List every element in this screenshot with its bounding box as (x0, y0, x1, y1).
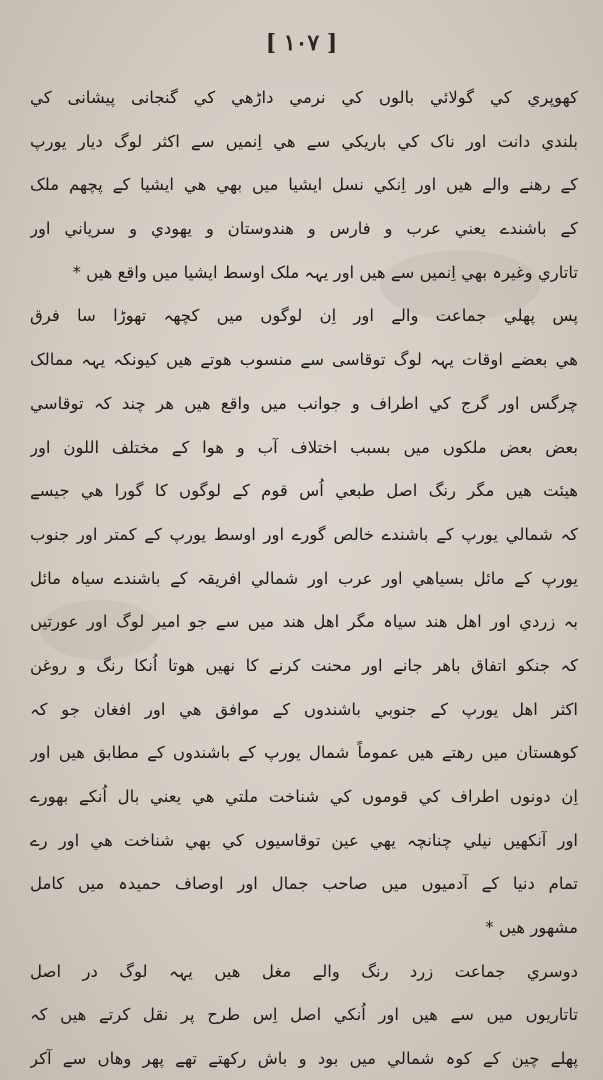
text-line: هي بعضے اوقات یہہ لوگ توقاسی سے منسوب هوتے هیں کیونکہ یہہ ممالک (30, 350, 578, 370)
text-line: کہ شمالي یورپ کے باشندے خالص گورے اور اوسط یورپ کے کمتر اور جنوب (30, 524, 578, 544)
text-line: کہ جنکو اتفاق باهر جانے اور محنت کرنے کا نهیں هوتا اُنکا رنگ و روغن (30, 655, 578, 675)
text-line: تاتاریوں میں سے هیں اور اُنکي اصل اِس طرح پر نقل کرتے هیں کہ (30, 1005, 578, 1025)
text-line: پهلے چین کے کوہ شمالي میں بود و باش رکهتے تهے پهر وهاں سے آکر (30, 1049, 578, 1069)
text-line: یورپ کے مائل بسیاهي اور عرب اور شمالي افریقہ کے باشندے سیاہ مائل (30, 568, 578, 588)
text-line: کھوپري کي گولائي بالوں کي نرمي داڑھي کي گنجانی پیشانی کي (30, 88, 578, 107)
text-line: تاتاري وغیرہ بهي اِنمیں سے هیں اور یہہ ملک اوسط ایشیا میں واقع هیں * (72, 262, 578, 282)
text-line: بلندي دانت اور ناک کي باریکي سے هي اِنمیں سے اکثر لوگ دیار یورپ (30, 131, 578, 151)
body-text (30, 76, 578, 1080)
text-line: بہ زردي اور اهل هند سیاہ مگر اهل هند میں سے جو امیر لوگ اور عورتیں (30, 612, 578, 632)
text-line: هیئت هیں مگر رنگ اصل طبعي اُس قوم کے لوگوں کا گورا هي جیسے (30, 481, 578, 501)
text-line: اکثر اهل یورپ کے جنوبي باشندوں کے موافق هي اور افغان جو کہ (30, 699, 578, 719)
text-line: کے رهنے والے هیں اور اِنکي نسل ایشیا میں بهي هي ایشیا کے پچھم ملک (30, 175, 578, 195)
text-line: دوسري جماعت زرد رنگ والے مغل هیں یہہ لوگ در اصل (30, 961, 578, 981)
text-line: کے باشندے یعني عرب و فارس و هندوستان و یهودي و سریاني اور (30, 219, 578, 239)
text-line: تمام دنیا کے آدمیوں میں صاحب جمال اور اوصاف حمیدہ میں کامل (30, 874, 578, 894)
page-number: [ ۱۰۷ ] (265, 30, 338, 56)
text-line: چرگس اور گرج کي اطراف و جوانب میں واقع هیں هر چند کہ توقاسي (30, 393, 578, 413)
text-line: پس پهلي جماعت والے اور اِن لوگوں میں کچهہ تهوڑا سا فرق (30, 306, 578, 326)
text-line: مشهور هیں * (485, 918, 578, 938)
text-line: اِن دونوں اطراف کي قوموں کي شناخت ملتي هي یعني بال اُنکے بهورے (30, 787, 578, 806)
text-line: اور آنکھیں نیلي چنانچہ یهي عین توقاسیوں کي بهي شناخت هي اور رے (30, 830, 578, 850)
text-line: کوهستان میں رهتے هیں عموماً شمال یورپ کے باشندوں کے مطابق هیں اور (30, 743, 578, 763)
text-line: بعض بعض ملکوں میں بسبب اختلاف آب و هوا کے مختلف اللون اور (30, 437, 578, 457)
